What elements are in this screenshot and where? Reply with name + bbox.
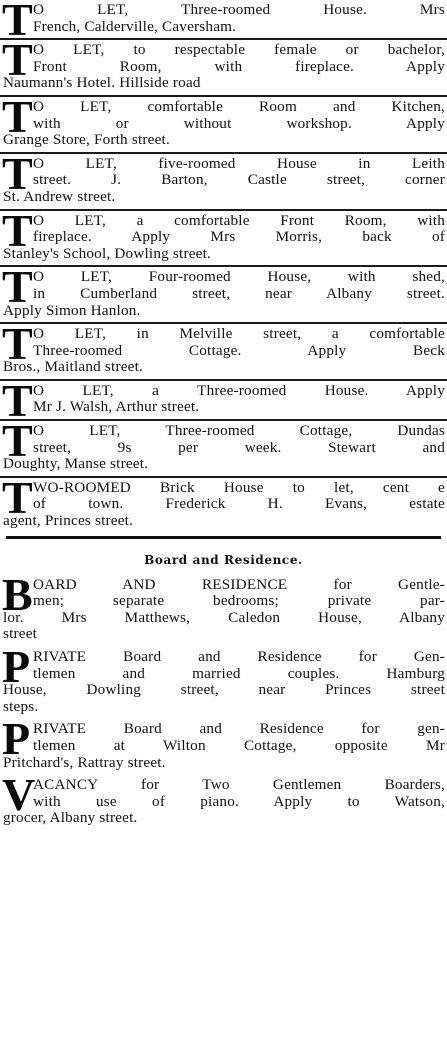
ad-text-line: O LET, Three-roomed Cottage, Dundas [33,423,445,440]
classified-ad [2,318,445,376]
ad-text-line: WO-ROOMED Brick House to let, cent e [33,479,445,496]
classified-ad [2,34,445,92]
ad-text-line: Three-roomed Cottage. Apply Beck [33,342,445,359]
drop-cap: T [2,471,33,523]
ad-text-line: Stanley's School, Dowling street. [3,245,212,262]
ad-text-line: O LET, five-roomed House in Leith [33,155,445,172]
ad-text-line: agent, Princes street. [3,513,134,530]
classified-ad [2,261,445,319]
ad-text-line: RIVATE Board and Residence for gen- [33,721,445,738]
classified-ad [2,769,445,827]
ad-text-line: OARD AND RESIDENCE for Gentle- [33,576,445,593]
drop-cap: T [2,415,33,467]
drop-cap: T [2,318,33,370]
drop-cap: T [2,34,33,86]
drop-cap: T [2,0,33,45]
ad-text-line: O LET, comfortable Room and Kitchen, [33,98,445,115]
ad-text-line: lor. Mrs Matthews, Caledon House, Albany [3,609,445,626]
drop-cap: T [2,261,33,313]
ad-text-line: Apply Simon Hanlon. [3,302,141,319]
ad-text-line: Mr J. Walsh, Arthur street. [33,399,200,416]
ad-text-line: Doughty, Manse street. [3,456,149,473]
ad-text-line: grocer, Albany street. [3,810,138,827]
ad-text-line: with or without workshop. Apply [33,115,445,132]
drop-cap: T [2,374,33,426]
ad-text-line: RIVATE Board and Residence for Gen- [33,649,445,665]
classified-ad [2,713,445,771]
ad-text-line: of town. Frederick H. Evans, estate [33,496,445,513]
board-section [0,568,447,831]
classified-ad [2,0,445,45]
ad-gap [0,827,447,831]
classified-ad [2,641,445,715]
classified-ad [2,374,445,426]
drop-cap: T [2,147,33,199]
ad-text-line: in Cumberland street, near Albany street. [33,285,445,302]
ad-text-line: tlemen at Wilton Cottage, opposite Mr [33,737,445,754]
ad-text-line: House, Dowling street, near Princes street [3,682,445,699]
classified-ad [2,471,445,530]
ad-text-line: St. Andrew street. [3,188,116,205]
drop-cap: B [2,568,33,620]
ad-text-line: O LET, in Melville street, a comfortable [33,326,445,343]
classified-ad [2,568,445,643]
ad-text-line: O LET, a comfortable Front Room, with [33,212,445,229]
ad-text-line: street. J. Barton, Castle street, corner [33,172,445,189]
drop-cap: T [2,90,33,142]
ad-text-line: Front Room, with fireplace. Apply [33,58,445,75]
ad-text-line: O LET, Three-roomed House. Mrs [33,2,445,18]
drop-cap: T [2,204,33,256]
drop-cap: P [2,713,31,765]
section-heading: Board and Residence. [144,552,303,567]
ad-text-line: tlemen and married couples. Hamburg [33,665,445,682]
ad-text-line: French, Calderville, Caversham. [33,18,237,35]
classified-ad [2,90,445,149]
ad-text-line: Pritchard's, Rattray street. [3,754,166,771]
ad-text-line: O LET, Four-roomed House, with shed, [33,269,445,286]
ad-text-line: O LET, a Three-roomed House. Apply [33,382,445,399]
ad-text-line: steps. [3,698,39,715]
ad-text-line: with use of piano. Apply to Watson, [33,793,445,810]
drop-cap: P [2,641,31,692]
drop-cap: V [2,769,36,821]
ad-text-line: street [3,626,38,643]
classified-ad [2,147,445,206]
ad-text-line: O LET, to respectable female or bachelor, [33,42,445,59]
ad-text-line: ACANCY for Two Gentlemen Boarders, [33,777,445,794]
classified-ad [2,415,445,473]
ad-text-line: fireplace. Apply Mrs Morris, back of [33,229,445,246]
ad-text-line: Naumann's Hotel. Hillside road [3,75,201,92]
classified-ad [2,204,445,263]
ad-text-line: Bros., Maitland street. [3,359,143,376]
ad-text-line: Grange Store, Forth street. [3,132,170,149]
ad-text-line: street, 9s per week. Stewart and [33,439,445,456]
ad-text-line: men; separate bedrooms; private par- [33,593,445,610]
